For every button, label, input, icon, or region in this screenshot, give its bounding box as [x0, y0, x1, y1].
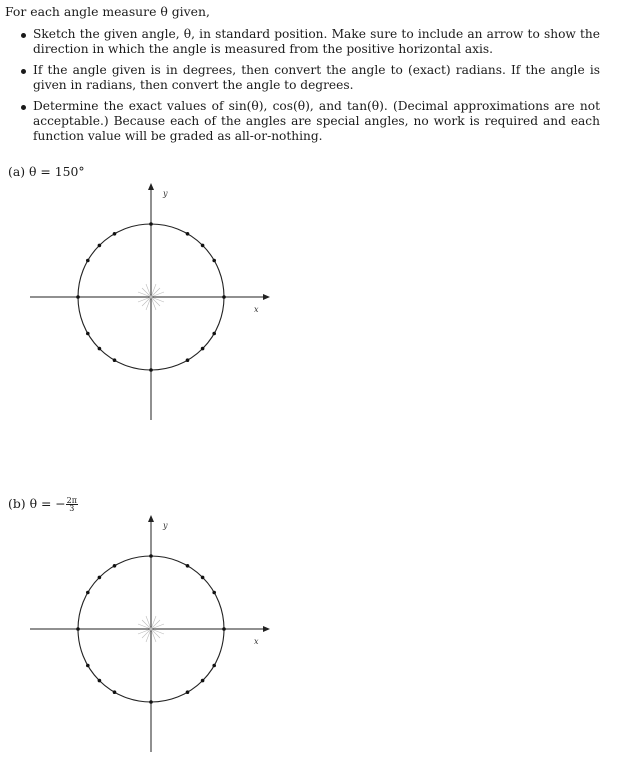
instruction-sketch — [20, 27, 600, 57]
part-b-letter: (b) — [8, 496, 26, 511]
bullet-icon — [21, 105, 26, 110]
x-axis-label: x — [254, 637, 259, 646]
instruction-text: Sketch the given angle, θ, in standard position. Make sure to include an arrow to show the direction in which the angle is measured from the positive horizontal axis. — [33, 27, 600, 56]
y-axis-arrow-icon — [148, 515, 154, 522]
bullet-icon — [21, 69, 26, 74]
part-b-label — [8, 496, 78, 512]
instruction-text: If the angle given is in degrees, then convert the angle to (exact) radians. If the angle is given in radians, then convert the angle to degrees. — [33, 63, 600, 92]
x-axis-label: x — [254, 305, 259, 314]
fraction-denominator: 3 — [69, 504, 75, 513]
part-b-fraction — [66, 497, 78, 512]
part-b-equation: θ = − — [29, 496, 66, 511]
x-axis-arrow-icon — [263, 294, 270, 300]
instruction-exact-values — [20, 99, 600, 144]
part-a-equation: θ = 150° — [29, 164, 85, 179]
y-axis-label: y — [163, 189, 168, 198]
instruction-convert — [20, 63, 600, 93]
fraction-numerator: 2π — [66, 496, 78, 505]
instructions-list — [20, 27, 600, 150]
unit-circle-plot-b[interactable] — [30, 514, 280, 754]
bullet-icon — [21, 33, 26, 38]
unit-circle-plot-a[interactable] — [30, 182, 280, 422]
y-axis-label: y — [163, 521, 168, 530]
instructions-intro: For each angle measure θ given, — [5, 4, 210, 19]
instruction-text: Determine the exact values of sin(θ), cos(θ), and tan(θ). (Decimal approximations are not acceptable.) Because each of the angles are special angles, no work is required and each function value will be graded as all-or-nothing. — [33, 99, 600, 143]
y-axis-arrow-icon — [148, 183, 154, 190]
part-a-letter: (a) — [8, 164, 26, 179]
part-a-label — [8, 164, 85, 179]
x-axis-arrow-icon — [263, 626, 270, 632]
